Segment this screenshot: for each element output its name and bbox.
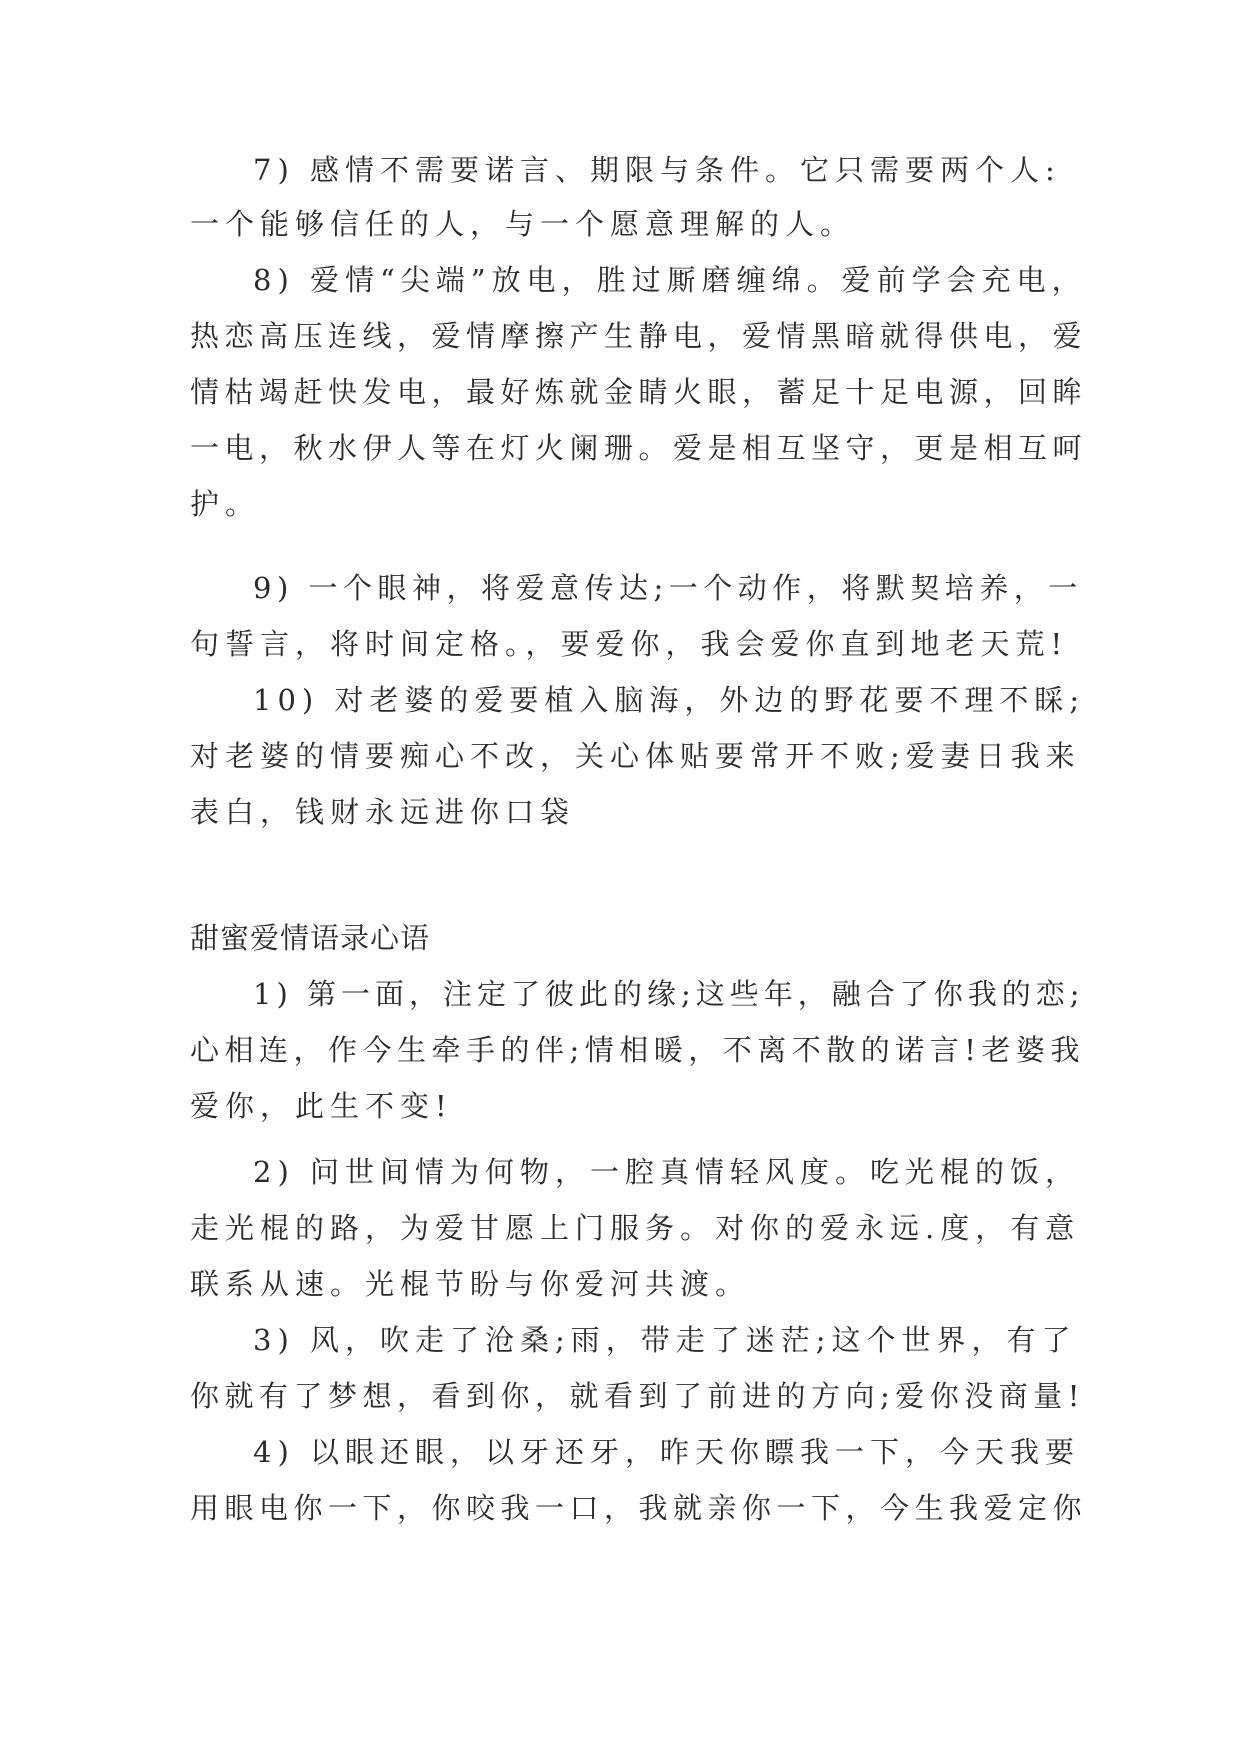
paragraph-line: 爱你，此生不变! [190, 1089, 453, 1123]
paragraph-line: 走光棍的路，为爱甘愿上门服务。对你的爱永远.度，有意 [190, 1211, 1081, 1245]
paragraph-line: 7) 感情不需要诺言、期限与条件。它只需要两个人: [253, 153, 1061, 187]
paragraph-line: 8) 爱情“尖端”放电，胜过厮磨缠绵。爱前学会充电， [253, 263, 1087, 297]
paragraph-line: 9) 一个眼神，将爱意传达;一个动作，将默契培养，一 [253, 571, 1083, 605]
paragraph-line: 句誓言，将时间定格。，要爱你，我会爱你直到地老天荒! [190, 627, 1069, 661]
paragraph-line: 表白，钱财永远进你口袋 [190, 795, 576, 829]
paragraph-line: 用眼电你一下，你咬我一口，我就亲你一下，今生我爱定你 [190, 1491, 1088, 1525]
section-title: 甜蜜爱情语录心语 [190, 921, 431, 955]
paragraph-line: 对老婆的情要痴心不改，关心体贴要常开不败;爱妻日我来 [190, 739, 1081, 773]
paragraph-line: 一个能够信任的人，与一个愿意理解的人。 [190, 207, 856, 241]
paragraph-line: 1) 第一面，注定了彼此的缘;这些年，融合了你我的恋; [253, 977, 1085, 1011]
paragraph-line: 心相连，作今生牵手的伴;情相暖，不离不散的诺言!老婆我 [190, 1033, 1085, 1067]
paragraph-line: 护。 [190, 487, 261, 521]
paragraph-line: 4) 以眼还眼，以牙还牙，昨天你瞟我一下，今天我要 [253, 1435, 1080, 1469]
paragraph-line: 热恋高压连线，爱情摩擦产生静电，爱情黑暗就得供电，爱 [190, 319, 1088, 353]
paragraph-line: 情枯竭赶快发电，最好炼就金睛火眼，蓄足十足电源，回眸 [190, 375, 1088, 409]
paragraph-line: 2) 问世间情为何物，一腔真情轻风度。吃光棍的饭， [253, 1155, 1080, 1189]
paragraph-line: 你就有了梦想，看到你，就看到了前进的方向;爱你没商量! [190, 1379, 1085, 1413]
paragraph-line: 一电，秋水伊人等在灯火阑珊。爱是相互坚守，更是相互呵 [190, 431, 1088, 465]
paragraph-line: 联系从速。光棍节盼与你爱河共渡。 [190, 1267, 751, 1301]
paragraph-line: 10) 对老婆的爱要植入脑海，外边的野花要不理不睬; [253, 683, 1086, 717]
paragraph-line: 3) 风，吹走了沧桑;雨，带走了迷茫;这个世界，有了 [253, 1323, 1077, 1357]
